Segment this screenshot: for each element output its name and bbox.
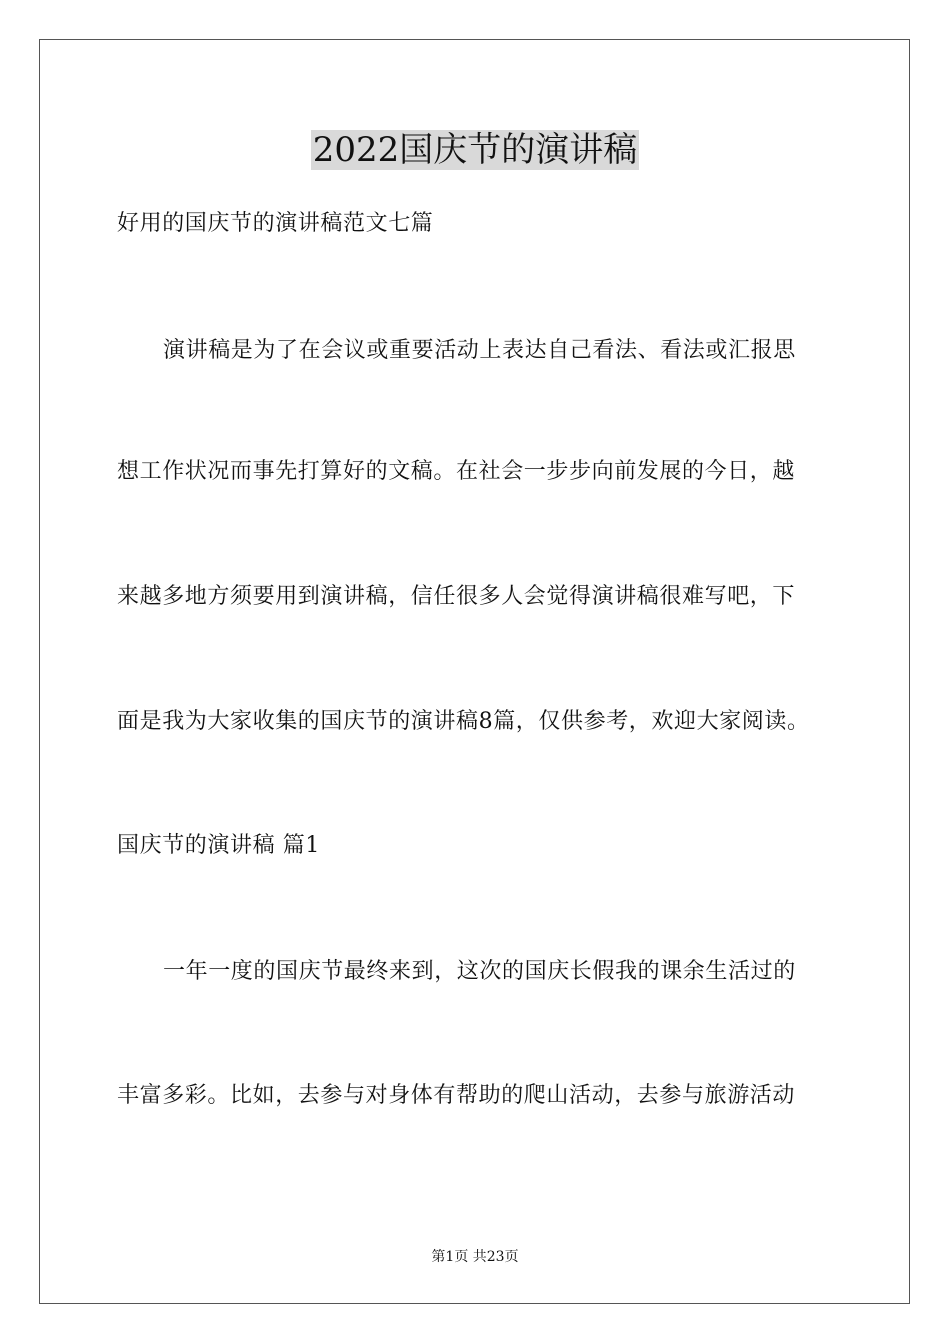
section-line: 一年一度的国庆节最终来到，这次的国庆长假我的课余生活过的: [163, 959, 796, 984]
document-title: [0, 130, 950, 170]
page-footer: 第1页 共23页: [431, 1249, 519, 1265]
paragraph-line: 演讲稿是为了在会议或重要活动上表达自己看法、看法或汇报思: [163, 338, 796, 363]
section-heading: 国庆节的演讲稿 篇1: [117, 833, 320, 858]
paragraph-line: 想工作状况而事先打算好的文稿。在社会一步步向前发展的今日，越: [117, 459, 796, 484]
section-line: 丰富多彩。比如，去参与对身体有帮助的爬山活动，去参与旅游活动: [117, 1083, 796, 1108]
document-subtitle: 好用的国庆节的演讲稿范文七篇: [117, 211, 434, 236]
paragraph-line: 来越多地方须要用到演讲稿，信任很多人会觉得演讲稿很难写吧，下: [117, 584, 796, 609]
document-title-text: 2022国庆节的演讲稿: [312, 130, 638, 170]
paragraph-line: 面是我为大家收集的国庆节的演讲稿8篇，仅供参考，欢迎大家阅读。: [117, 709, 810, 734]
